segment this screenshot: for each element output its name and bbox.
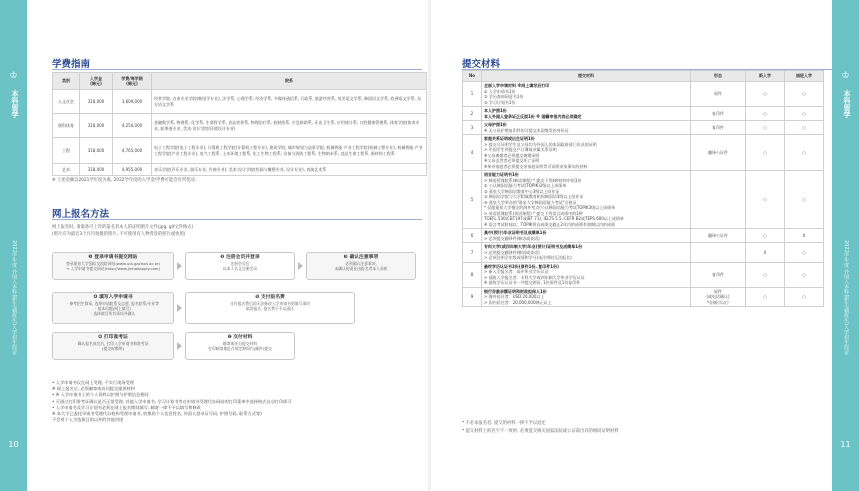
material-line: > 新入学报名者：高中毕业学历认证	[484, 269, 549, 274]
step-title: ❶ 登录申请书提交网站	[88, 255, 138, 260]
material-line: ※单亲家庭者必须提交亲家庭证明等可证明亲家事实的材料	[484, 163, 588, 169]
step-2	[185, 252, 295, 280]
table-row	[463, 107, 824, 121]
table-row	[53, 90, 427, 114]
material-line: > 必须提交翻译件(韩语或英语)	[484, 249, 540, 255]
cell	[691, 243, 746, 263]
tuition-table	[52, 72, 427, 176]
bullet-item: • 可通过打印准考证确认是否正常受理, 其他入学申请书, 学习计划书等在申请书受理代办网站的打印菜单中选择格式自动打印即可	[52, 398, 292, 404]
table-row	[463, 121, 824, 135]
step-4	[52, 292, 174, 324]
cell: 3	[463, 121, 482, 135]
cell: ○	[785, 121, 824, 135]
materials-table	[462, 70, 824, 307]
cell: 6	[463, 229, 482, 243]
cell	[482, 121, 691, 135]
right-sidebar	[832, 0, 859, 491]
material-line: > 中国学生须提交户口簿或亲属关系证明	[484, 147, 557, 152]
material-line: ① 公认韩国语能力考试(TOPIK)3级以上成绩单	[484, 183, 567, 188]
cell: ○	[785, 243, 824, 263]
table-row	[463, 287, 824, 307]
cell: ○	[746, 107, 785, 121]
header-cell: 提交材料	[482, 71, 691, 82]
material-title: 最终学历认证书2份(原件1份, 复印件1份)	[484, 263, 559, 269]
bullet-item: ※ 本大学已委托申请书受理代办机构受理申请书, 收集的个人信息姓名, 外国人登录证号码, 护照号码, 联系方式等)	[52, 411, 262, 417]
online-bullets	[52, 380, 422, 423]
cell	[691, 171, 746, 229]
material-line: ④ 嘉泉大学举办的"嘉泉大学韩国语能力考试"合格证	[484, 199, 577, 205]
tuition-title: 学费指南	[52, 56, 90, 70]
material-line: * 仅限嘉泉大学指定的海外考点(公认韩国语能力考试TOPIK3级以上成绩单	[484, 205, 616, 210]
header-cell: 插班入学	[785, 71, 824, 82]
table-row	[463, 262, 824, 287]
cell	[482, 262, 691, 287]
material-title: 语言能力证明书1份	[484, 172, 519, 177]
step-text: 注册会员后 以本人名义注册会员	[222, 261, 258, 271]
cell: 金融数学系, 物理系, 化学系, 生命科学系, 食品营养系, 物理治疗系, 放射线系, 应急救助系, 牙齿卫生系, 应用统计系, 口腔健康管理系, 体育学院(体育专业, 跆拳道专业, 美术·设计学院(环境设计专业)	[152, 114, 427, 138]
cell: 2	[463, 107, 482, 121]
cell: ○	[746, 171, 785, 229]
table-row	[463, 82, 824, 107]
online-intro: (照片应为最近3个月内拍摄的照片, 不可使用有人物背景的照片或快照)	[52, 232, 186, 237]
table-row	[53, 164, 427, 176]
cell: X	[746, 243, 785, 263]
cell: 翻译公证件	[691, 135, 746, 171]
page-number: 10	[8, 440, 19, 449]
cell: 复印件	[691, 107, 746, 121]
cell: 艺术	[53, 164, 80, 176]
cell: 9	[463, 287, 482, 307]
table-row	[463, 135, 824, 171]
cell	[482, 229, 691, 243]
cell: ○	[746, 287, 785, 307]
material-line: > 必须注明全年级成绩和学分(未注明时无法报名)	[484, 255, 572, 260]
cell: X	[785, 229, 824, 243]
material-line: ※ 最终学历认证书一共提交两份, 1份原件及1份复印件	[484, 280, 581, 285]
page-spine	[428, 0, 431, 491]
header-cell: 学费/每学期 (韩元)	[113, 73, 152, 90]
arrow-right-icon	[177, 342, 182, 350]
material-line: ※父母离婚者必须提交离婚证明	[484, 152, 540, 158]
material-line: > 英语授课院系(英语课程) * 提交下列语言成绩中的1种	[484, 210, 583, 216]
cell: ○	[785, 287, 824, 307]
cell: 4,955,000	[113, 164, 152, 176]
table-row	[463, 243, 824, 263]
table-row	[53, 114, 427, 138]
cell: 翻译公证件	[691, 229, 746, 243]
step-3	[306, 252, 416, 280]
crown-icon: ♔	[841, 71, 850, 81]
step-text: 支付报名费后即无法修改入学申请书的填写事项 取消报名, 报名费不予以退还	[230, 301, 310, 311]
header-cell: 类别	[53, 73, 80, 90]
cell: 7	[463, 243, 482, 263]
material-title: 银行存款余额证明和财政担保人1份	[484, 288, 547, 294]
material-line: ※ 语言考试时间以：TOPIK须自成绩交截止2年内的成绩有效期以内的成绩	[484, 221, 615, 227]
crown-icon: ♔	[9, 71, 18, 81]
step-title: ❷ 注册会员并登录	[220, 255, 260, 260]
material-line: > 提交可证明学生及父母均为外国人的本国政府部门出具的证明	[484, 141, 597, 147]
cell	[482, 243, 691, 263]
cell	[482, 135, 691, 171]
header-cell: 形态	[691, 71, 746, 82]
cell: ○	[785, 262, 824, 287]
online-title: 网上报名方法	[52, 206, 109, 220]
cell: 4	[463, 135, 482, 171]
cell	[482, 171, 691, 229]
cell: 音乐学院(声乐专业, 器乐专业, 作曲专业), 美术·设计学院(绘画与雕塑专业, 设计专业), 表演艺术系	[152, 164, 427, 176]
step-text: 必须确认注意事项, 未确认的责任由报名者本人承担	[334, 261, 388, 271]
material-title: 家庭关系证明或出生证明1份	[484, 136, 535, 141]
material-line: ③ 学习计划书1份	[484, 99, 516, 105]
cell: 318,000	[80, 114, 113, 138]
step-title: ❺ 支付报名费	[255, 295, 285, 300]
arrow-right-icon	[177, 304, 182, 312]
material-line: > 海外居住者：USD 20,000以上	[484, 294, 545, 299]
table-row	[463, 229, 824, 243]
sidebar-title: 本科留学	[843, 90, 851, 118]
cell: 318,000	[80, 90, 113, 114]
bullet-item: 不会用于入学选拔目的以外的其他用途	[52, 417, 124, 423]
cell: ○	[746, 121, 785, 135]
material-title: 本人护照1份 本人外国人登录证正反面1份 ※ 国籍申报内容必须确定	[484, 108, 582, 119]
material-line: ※ 无父母护照复印件的可提交本国签发的身份证	[484, 127, 569, 133]
step-title: ❹ 填写入学申请书	[93, 295, 133, 300]
bullet-item: • 入学申请书及学习计划书必须在网上报名期间填写, 邮寄一律不予以填写和修改	[52, 404, 201, 410]
header-cell: 入学金 (韩元)	[80, 73, 113, 90]
step-5	[185, 292, 355, 324]
material-line: > 插班入学报名者：专科大学或四年制大学毕业学历认证	[484, 274, 585, 280]
sidebar-title: 本科留学	[11, 90, 19, 118]
material-line: ② 学历查询同意书1份	[484, 94, 524, 99]
cell: 4,765,000	[113, 138, 152, 164]
left-sidebar	[0, 0, 27, 491]
cell: ○	[785, 171, 824, 229]
cell	[482, 287, 691, 307]
cell: ○	[785, 135, 824, 171]
cell: 5	[463, 171, 482, 229]
material-line: ※父母去世者必须提交死亡证明	[484, 158, 540, 163]
step-1	[52, 252, 174, 280]
tuition-note: ※ 上述金额以2021学年度为准, 2022学年度的入学金/学费可能会有所变动.	[52, 178, 197, 183]
cell	[482, 107, 691, 121]
arrow-right-icon	[177, 262, 182, 270]
cell: 工程	[53, 138, 80, 164]
material-line: ③ 韩国语学院与大学附属教育机构韩国语3级以上结业证	[484, 194, 584, 199]
material-title: 专科大学(或四年制大学)毕业(预计)证明书及成绩单1份	[484, 244, 583, 249]
cell: 电子工程学院(电子工程专业), 计算机工程学院(计算机工程专业), 建筑学院, 城市规划与造景学院, 机械智能·产业工程学院(机械工程专业), 机械智能·产业工程学院(产业工程专业), 电气工程系, 土木环境工程系, 化工生物工程系, 设备与消防工程系, 生物纳米系, 食品生命工程系, 新材料工程系	[152, 138, 427, 164]
material-line: ② 嘉泉大学韩国语教育中心3级以上结业证	[484, 188, 560, 194]
cell: 复印件	[691, 262, 746, 287]
cell: 理科体育	[53, 114, 80, 138]
material-title: 高中(预计)毕业证明书及成绩单1份	[484, 230, 547, 235]
bullet-item: • ※ 入学申请书上的个人资料以护照与护照信息相同	[52, 392, 149, 398]
header-cell: 新入学	[746, 71, 785, 82]
materials-title: 提交材料	[462, 56, 500, 70]
step-text: 登录嘉泉大学国际交流院网站(www.uia.gachon.ac.kr) → 入学申请书提交网站(http://www.jinhakapply.com)	[65, 261, 161, 271]
step-text: · 参考招生简章, 选择申请院系及志愿, 报名院系/专业等 · 基本问题(网上填写) · 选择填写所有事项并确认	[66, 301, 160, 316]
step-title: ❸ 确认注意事项	[343, 255, 379, 260]
cell: ○	[785, 107, 824, 121]
step-7	[185, 332, 295, 360]
material-line: > 必须提交翻译件(韩语或英语)	[484, 235, 540, 241]
arrow-right-icon	[298, 262, 303, 270]
table-header-row	[53, 73, 427, 90]
cell: 8	[463, 262, 482, 287]
cell: ○	[746, 82, 785, 107]
cell: 4,250,000	[113, 114, 152, 138]
bullet-item: • 入学申请书仅在网上受理, 不实行现场受理	[52, 380, 134, 385]
cell: 经营学院, 自由专业学院(韩国学专业), 法学系, 心理学系, 经济学系, 多媒体通信系, 行政系, 旅游经营系, 英美语文学系, 韩国语文学系, 欧洲语文学系, 东方语文学系	[152, 90, 427, 114]
material-line: > 韩语授课院系(韩语课程) * 提交下列4种材料中的1份	[484, 177, 582, 183]
step-title: ❼ 交付材料	[227, 335, 253, 340]
cell: ○	[746, 135, 785, 171]
material-line: > 国内居住者：20,000,000韩元以上	[484, 299, 552, 305]
step-text: 邮寄或亲自提交材料 打印邮寄地址在规定期间内(邮件)提交	[208, 341, 272, 351]
cell: ○	[746, 229, 785, 243]
cell: 1	[463, 82, 482, 107]
bullet-item: ※ 网上报名后, 必须邮寄或访问提交提供材料	[52, 386, 135, 392]
materials-note: * 提交材料上的名字不一致时, 必须提交相关国家法院或公证部出具的相同证明材料	[462, 429, 619, 434]
step-text: 确认报名成功后, 打印入学申请书和准考证 (提交时携带)	[77, 341, 149, 351]
header-cell: No	[463, 71, 482, 82]
cell: 原件	[691, 82, 746, 107]
step-6	[52, 332, 174, 360]
cell: 318,000	[80, 164, 113, 176]
cell: 复印件	[691, 121, 746, 135]
cell: 人文社会	[53, 90, 80, 114]
cell: ○	[746, 262, 785, 287]
cell: 318,000	[80, 138, 113, 164]
cell: 3,609,000	[113, 90, 152, 114]
step-title: ❻ 打印准考证	[98, 335, 128, 340]
cell: 原件 (或电话确认) *存储可以行	[691, 287, 746, 307]
header-cell: 院系	[152, 73, 427, 90]
material-line: ① 入学申请书1份	[484, 88, 516, 94]
materials-note: * 不必本报名者, 提交的材料一律不予以退还	[462, 421, 546, 426]
cell: ○	[785, 82, 824, 107]
material-title: 父母护照1份	[484, 122, 507, 127]
table-row	[53, 138, 427, 164]
table-header-row	[463, 71, 824, 82]
online-intro: 网上报名时, 请准备可上传的报名者本人的证明照片文件(jpg, gif文件格式)	[52, 225, 194, 230]
sidebar-vertical-text: 2022学年度 外国人本科(新生/插班生)入学招生简章	[843, 240, 849, 355]
page-number: 11	[840, 440, 851, 449]
material-title: 全部入学申请材料 ※网上填写后打印	[484, 83, 550, 88]
cell	[482, 82, 691, 107]
sidebar-vertical-text: 2022学年度 外国人本科(新生/插班生)入学招生简章	[11, 240, 17, 355]
material-line: TOEFL 530(CBT197或iBT 71), IELTS 5.5, CEFR B2或TEPS 600以上成绩单	[484, 216, 624, 221]
table-row	[463, 171, 824, 229]
